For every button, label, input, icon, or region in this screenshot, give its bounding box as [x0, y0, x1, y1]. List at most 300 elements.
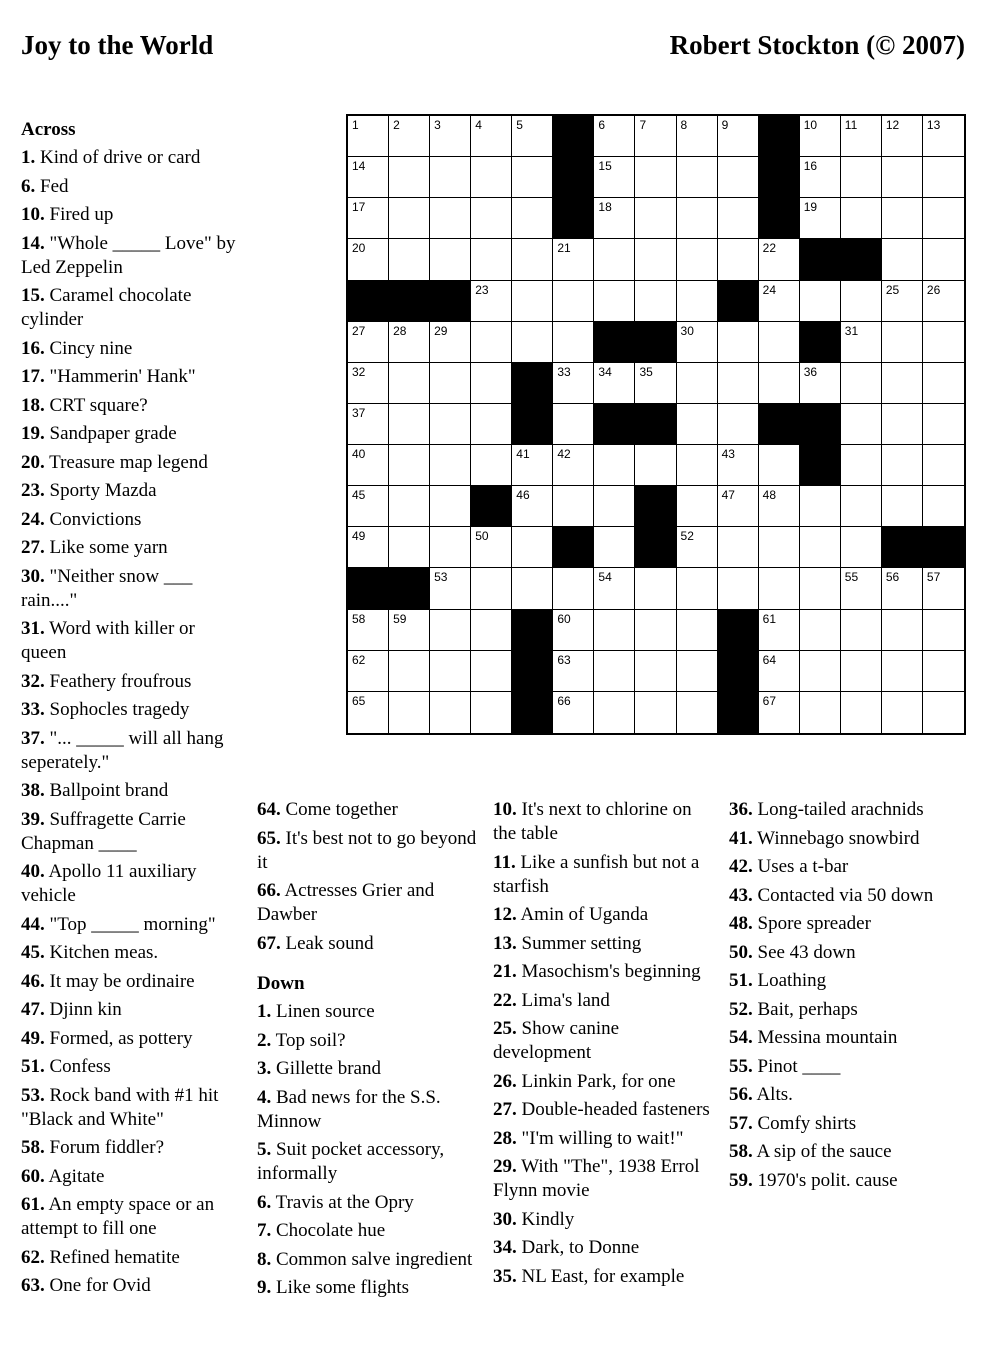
grid-cell[interactable] [594, 486, 635, 527]
grid-cell[interactable] [800, 568, 841, 609]
across-clue[interactable] [257, 879, 479, 927]
grid-cell[interactable] [841, 116, 882, 157]
across-clue[interactable] [21, 508, 243, 532]
grid-cell[interactable] [677, 198, 718, 239]
grid-cell[interactable] [635, 692, 676, 733]
grid-block [841, 239, 882, 280]
down-clue[interactable] [493, 1265, 715, 1289]
grid-cell[interactable] [430, 651, 471, 692]
grid-cell[interactable] [553, 281, 594, 322]
grid-cell[interactable] [389, 404, 430, 445]
grid-cell[interactable] [718, 486, 759, 527]
clue-number: 8. [257, 1248, 272, 1270]
across-clue[interactable] [21, 1027, 243, 1051]
grid-cell[interactable] [348, 198, 389, 239]
grid-cell[interactable] [512, 568, 553, 609]
grid-cell[interactable] [389, 651, 430, 692]
grid-cell[interactable] [841, 445, 882, 486]
down-clue[interactable] [729, 1026, 969, 1050]
grid-cell[interactable] [635, 651, 676, 692]
grid-cell[interactable] [389, 527, 430, 568]
grid-cell[interactable] [800, 198, 841, 239]
down-clue[interactable] [257, 1086, 479, 1134]
grid-cell[interactable] [594, 568, 635, 609]
grid-cell[interactable] [718, 198, 759, 239]
grid-cell[interactable] [882, 486, 923, 527]
grid-cell[interactable] [635, 239, 676, 280]
down-clue[interactable] [257, 1276, 479, 1300]
grid-cell[interactable] [471, 281, 512, 322]
cell-number: 24 [762, 282, 777, 297]
across-clue[interactable] [21, 698, 243, 722]
across-clue[interactable] [21, 779, 243, 803]
grid-cell[interactable] [430, 239, 471, 280]
grid-cell[interactable] [594, 281, 635, 322]
grid-cell[interactable] [471, 322, 512, 363]
grid-block [800, 322, 841, 363]
grid-cell[interactable] [389, 692, 430, 733]
down-clue[interactable] [493, 1098, 715, 1122]
grid-cell[interactable] [594, 651, 635, 692]
grid-cell[interactable] [348, 116, 389, 157]
across-clue[interactable] [21, 1136, 243, 1160]
clue-number: 5. [257, 1139, 272, 1160]
down-clue[interactable] [729, 1169, 969, 1193]
grid-cell[interactable] [759, 527, 800, 568]
down-clue[interactable] [493, 1017, 715, 1065]
grid-cell[interactable] [471, 692, 512, 733]
grid-cell[interactable] [553, 651, 594, 692]
across-clue[interactable] [21, 422, 243, 446]
grid-cell[interactable] [923, 651, 964, 692]
clue-text: "Neither snow ___ rain...." [21, 565, 193, 611]
grid-cell[interactable] [594, 692, 635, 733]
across-clue[interactable] [257, 932, 479, 956]
cell-number: 62 [352, 652, 366, 667]
across-clue[interactable] [21, 727, 243, 775]
cell-number: 40 [352, 447, 366, 462]
clue-text: Formed, as pottery [49, 1027, 193, 1049]
grid-cell[interactable] [841, 651, 882, 692]
grid-cell[interactable] [882, 198, 923, 239]
grid-cell[interactable] [800, 116, 841, 157]
grid-cell[interactable] [882, 445, 923, 486]
down-clue[interactable] [729, 912, 969, 936]
grid-cell[interactable] [471, 404, 512, 445]
down-clue[interactable] [257, 1219, 479, 1243]
clue-number: 3. [257, 1058, 272, 1079]
down-clue[interactable] [257, 1138, 479, 1186]
grid-cell[interactable] [759, 692, 800, 733]
grid-cell[interactable] [553, 322, 594, 363]
grid-cell[interactable] [389, 239, 430, 280]
grid-cell[interactable] [677, 527, 718, 568]
down-clue[interactable] [493, 960, 715, 984]
grid-cell[interactable] [759, 445, 800, 486]
grid-cell[interactable] [389, 445, 430, 486]
grid-cell[interactable] [677, 157, 718, 198]
clue-text: Lima's land [521, 989, 610, 1011]
clue-text: NL East, for example [521, 1265, 685, 1287]
grid-cell[interactable] [389, 486, 430, 527]
grid-cell[interactable] [348, 404, 389, 445]
across-clue[interactable] [21, 1246, 243, 1270]
grid-cell[interactable] [430, 486, 471, 527]
across-clue[interactable] [21, 146, 243, 170]
down-clue[interactable] [257, 1000, 479, 1024]
down-clue[interactable] [493, 1155, 715, 1203]
across-clue[interactable] [257, 798, 479, 822]
grid-cell[interactable] [923, 692, 964, 733]
grid-cell[interactable] [635, 610, 676, 651]
grid-cell[interactable] [553, 486, 594, 527]
grid-cell[interactable] [718, 363, 759, 404]
grid-cell[interactable] [800, 486, 841, 527]
grid-cell[interactable] [923, 404, 964, 445]
grid-cell[interactable] [471, 198, 512, 239]
across-clue[interactable] [21, 451, 243, 475]
across-clue[interactable] [257, 827, 479, 875]
grid-cell[interactable] [594, 363, 635, 404]
grid-cell[interactable] [430, 116, 471, 157]
grid-cell[interactable] [841, 198, 882, 239]
cell-number: 21 [557, 241, 571, 256]
grid-cell[interactable] [348, 486, 389, 527]
grid-cell[interactable] [841, 363, 882, 404]
cell-number: 13 [926, 118, 941, 132]
grid-cell[interactable] [677, 363, 718, 404]
clue-text: Sandpaper grade [49, 423, 177, 444]
across-clue[interactable] [21, 1165, 243, 1189]
across-clue[interactable] [21, 365, 243, 389]
grid-cell[interactable] [882, 363, 923, 404]
grid-cell[interactable] [718, 445, 759, 486]
grid-cell[interactable] [430, 610, 471, 651]
down-clue[interactable] [257, 1029, 479, 1053]
grid-cell[interactable] [759, 486, 800, 527]
grid-cell[interactable] [389, 157, 430, 198]
grid-cell[interactable] [841, 486, 882, 527]
across-clue[interactable] [21, 565, 243, 613]
grid-cell[interactable] [677, 610, 718, 651]
grid-cell[interactable] [718, 116, 759, 157]
down-clue[interactable] [729, 1055, 969, 1079]
grid-cell[interactable] [635, 568, 676, 609]
across-clue[interactable] [21, 670, 243, 694]
grid-cell[interactable] [553, 692, 594, 733]
grid-cell[interactable] [882, 157, 923, 198]
grid-cell[interactable] [430, 198, 471, 239]
down-clue[interactable] [493, 1070, 715, 1094]
grid-cell[interactable] [841, 568, 882, 609]
grid-cell[interactable] [512, 281, 553, 322]
across-clue[interactable] [21, 998, 243, 1022]
grid-cell[interactable] [553, 239, 594, 280]
grid-cell[interactable] [882, 651, 923, 692]
down-clue[interactable] [257, 1191, 479, 1215]
grid-cell[interactable] [718, 404, 759, 445]
grid-cell[interactable] [677, 692, 718, 733]
grid-cell[interactable] [553, 363, 594, 404]
grid-cell[interactable] [800, 610, 841, 651]
grid-cell[interactable] [677, 404, 718, 445]
grid-cell[interactable] [348, 445, 389, 486]
grid-cell[interactable] [635, 198, 676, 239]
cell-number: 59 [393, 611, 407, 626]
grid-cell[interactable] [430, 404, 471, 445]
down-clue[interactable] [729, 827, 969, 851]
grid-cell[interactable] [800, 651, 841, 692]
grid-cell[interactable] [594, 610, 635, 651]
grid-cell[interactable] [471, 610, 512, 651]
grid-block [635, 322, 676, 363]
down-clue[interactable] [493, 798, 715, 846]
grid-cell[interactable] [553, 445, 594, 486]
grid-cell[interactable] [923, 116, 964, 157]
grid-cell[interactable] [841, 527, 882, 568]
clue-text: Actresses Grier and Dawber [257, 880, 435, 925]
grid-cell[interactable] [348, 527, 389, 568]
across-clue[interactable] [21, 860, 243, 908]
clue-text: Come together [285, 799, 398, 820]
grid-cell[interactable] [882, 568, 923, 609]
across-clue[interactable] [21, 479, 243, 503]
down-clue[interactable] [493, 1127, 715, 1151]
grid-cell[interactable] [430, 445, 471, 486]
down-clue[interactable] [729, 1112, 969, 1136]
grid-cell[interactable] [923, 568, 964, 609]
grid-block [800, 239, 841, 280]
cell-number: 48 [762, 488, 777, 503]
grid-cell[interactable] [430, 527, 471, 568]
across-clue[interactable] [21, 394, 243, 418]
across-clue[interactable] [21, 1055, 243, 1079]
grid-cell[interactable] [389, 198, 430, 239]
grid-cell[interactable] [677, 322, 718, 363]
grid-cell[interactable] [718, 322, 759, 363]
grid-cell[interactable] [389, 322, 430, 363]
grid-cell[interactable] [553, 568, 594, 609]
grid-cell[interactable] [512, 527, 553, 568]
grid-cell[interactable] [348, 363, 389, 404]
grid-cell[interactable] [800, 281, 841, 322]
grid-cell[interactable] [594, 527, 635, 568]
grid-cell[interactable] [471, 239, 512, 280]
clue-text: Masochism's beginning [521, 961, 701, 982]
clue-column-3 [493, 798, 715, 1293]
across-clue[interactable] [21, 913, 243, 937]
across-clue[interactable] [21, 232, 243, 280]
grid-cell[interactable] [718, 568, 759, 609]
grid-cell[interactable] [882, 116, 923, 157]
grid-cell[interactable] [882, 610, 923, 651]
grid-cell[interactable] [512, 486, 553, 527]
grid-cell[interactable] [471, 568, 512, 609]
grid-cell[interactable] [923, 157, 964, 198]
grid-cell[interactable] [841, 157, 882, 198]
grid-cell[interactable] [841, 281, 882, 322]
cell-number: 6 [598, 118, 606, 132]
grid-cell[interactable] [471, 116, 512, 157]
across-clue[interactable] [21, 808, 243, 856]
across-clue[interactable] [21, 941, 243, 965]
grid-cell[interactable] [348, 322, 389, 363]
grid-cell[interactable] [718, 239, 759, 280]
grid-cell[interactable] [471, 527, 512, 568]
down-clue[interactable] [493, 932, 715, 956]
grid-cell[interactable] [430, 692, 471, 733]
grid-cell[interactable] [389, 363, 430, 404]
grid-cell[interactable] [553, 404, 594, 445]
grid-cell[interactable] [512, 239, 553, 280]
grid-cell[interactable] [594, 239, 635, 280]
grid-cell[interactable] [923, 322, 964, 363]
clue-number: 49. [21, 1027, 45, 1049]
grid-cell[interactable] [594, 445, 635, 486]
down-clue[interactable] [729, 969, 969, 993]
grid-cell[interactable] [759, 651, 800, 692]
grid-cell[interactable] [594, 157, 635, 198]
down-clue[interactable] [493, 903, 715, 927]
grid-cell[interactable] [923, 610, 964, 651]
grid-cell[interactable] [882, 404, 923, 445]
grid-cell[interactable] [923, 486, 964, 527]
grid-cell[interactable] [841, 322, 882, 363]
grid-cell[interactable] [677, 239, 718, 280]
grid-cell[interactable] [759, 610, 800, 651]
down-clue[interactable] [729, 1140, 969, 1164]
down-clue[interactable] [493, 1236, 715, 1260]
down-clue[interactable] [493, 851, 715, 899]
across-clue[interactable] [21, 1274, 243, 1298]
down-clue[interactable] [257, 1057, 479, 1081]
grid-cell[interactable] [635, 445, 676, 486]
grid-cell[interactable] [677, 486, 718, 527]
down-clue[interactable] [493, 989, 715, 1013]
grid-cell[interactable] [923, 281, 964, 322]
grid-cell[interactable] [512, 157, 553, 198]
grid-cell[interactable] [882, 281, 923, 322]
grid-cell[interactable] [759, 322, 800, 363]
across-clue[interactable] [21, 337, 243, 361]
grid-cell[interactable] [677, 445, 718, 486]
grid-cell[interactable] [471, 445, 512, 486]
grid-cell[interactable] [348, 610, 389, 651]
down-clue[interactable] [729, 998, 969, 1022]
grid-cell[interactable] [471, 651, 512, 692]
grid-cell[interactable] [718, 157, 759, 198]
across-clue[interactable] [21, 617, 243, 665]
grid-block [553, 198, 594, 239]
grid-cell[interactable] [430, 568, 471, 609]
grid-cell[interactable] [841, 404, 882, 445]
grid-cell[interactable] [800, 157, 841, 198]
grid-cell[interactable] [800, 363, 841, 404]
down-clue[interactable] [493, 1208, 715, 1232]
grid-cell[interactable] [677, 116, 718, 157]
grid-cell[interactable] [512, 445, 553, 486]
grid-cell[interactable] [759, 568, 800, 609]
grid-cell[interactable] [841, 610, 882, 651]
across-clue[interactable] [21, 1084, 243, 1132]
grid-cell[interactable] [759, 281, 800, 322]
clue-number: 42. [729, 856, 753, 877]
grid-cell[interactable] [430, 363, 471, 404]
down-clue[interactable] [729, 1083, 969, 1107]
grid-cell[interactable] [882, 692, 923, 733]
grid-cell[interactable] [677, 281, 718, 322]
across-clue[interactable] [21, 284, 243, 332]
grid-cell[interactable] [635, 116, 676, 157]
clue-text: Apollo 11 auxiliary vehicle [21, 861, 197, 906]
grid-cell[interactable] [430, 322, 471, 363]
grid-cell[interactable] [594, 198, 635, 239]
across-clue[interactable] [21, 1193, 243, 1241]
grid-cell[interactable] [800, 692, 841, 733]
grid-cell[interactable] [635, 157, 676, 198]
clue-text: It may be ordinaire [49, 970, 195, 992]
down-clue[interactable] [729, 884, 969, 908]
grid-block [718, 610, 759, 651]
grid-cell[interactable] [882, 239, 923, 280]
across-clue[interactable] [21, 175, 243, 199]
grid-cell[interactable] [923, 363, 964, 404]
grid-cell[interactable] [882, 322, 923, 363]
crossword-grid[interactable] [346, 114, 966, 735]
clue-number: 50. [729, 941, 753, 963]
grid-cell[interactable] [759, 363, 800, 404]
grid-cell[interactable] [471, 157, 512, 198]
clue-text: Like a sunfish but not a starfish [493, 851, 700, 897]
down-clue[interactable] [729, 941, 969, 965]
grid-cell[interactable] [389, 610, 430, 651]
down-clue[interactable] [729, 798, 969, 822]
grid-cell[interactable] [800, 527, 841, 568]
down-clue[interactable] [729, 855, 969, 879]
across-clue[interactable] [21, 203, 243, 227]
grid-cell[interactable] [512, 198, 553, 239]
clue-number: 63. [21, 1275, 45, 1296]
grid-cell[interactable] [635, 363, 676, 404]
grid-cell[interactable] [348, 651, 389, 692]
grid-cell[interactable] [512, 322, 553, 363]
cell-number: 32 [352, 364, 366, 379]
grid-cell[interactable] [635, 281, 676, 322]
grid-cell[interactable] [430, 157, 471, 198]
grid-cell[interactable] [718, 527, 759, 568]
grid-cell[interactable] [348, 692, 389, 733]
grid-cell[interactable] [677, 651, 718, 692]
grid-cell[interactable] [512, 116, 553, 157]
down-clue[interactable] [257, 1248, 479, 1272]
grid-cell[interactable] [923, 239, 964, 280]
grid-cell[interactable] [348, 157, 389, 198]
grid-cell[interactable] [348, 239, 389, 280]
grid-cell[interactable] [841, 692, 882, 733]
grid-cell[interactable] [471, 363, 512, 404]
grid-cell[interactable] [594, 116, 635, 157]
grid-cell[interactable] [923, 445, 964, 486]
across-clue[interactable] [21, 536, 243, 560]
grid-cell[interactable] [389, 116, 430, 157]
grid-cell[interactable] [923, 198, 964, 239]
cell-number: 10 [803, 118, 818, 132]
clue-number: 64. [257, 799, 281, 820]
grid-cell[interactable] [677, 568, 718, 609]
grid-cell[interactable] [553, 610, 594, 651]
grid-cell[interactable] [759, 239, 800, 280]
across-clue[interactable] [21, 970, 243, 994]
